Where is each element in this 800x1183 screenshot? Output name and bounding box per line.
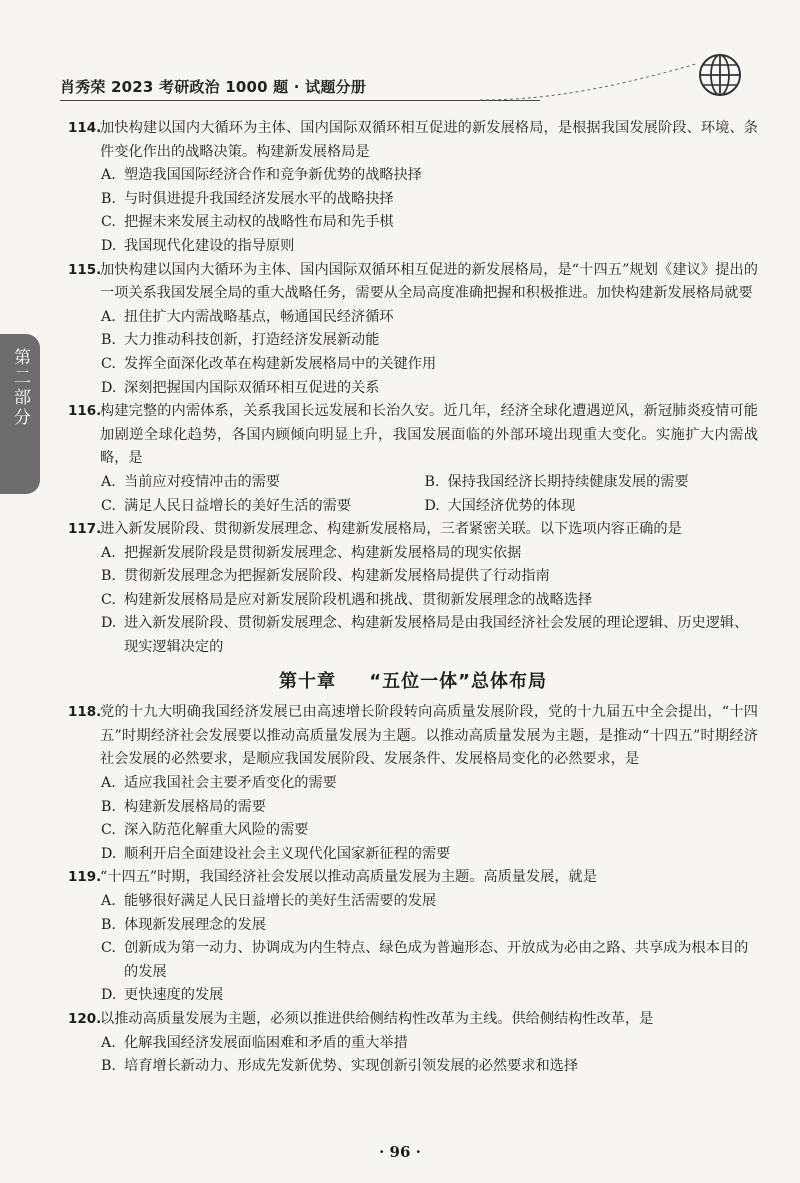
- option-text: 深入防范化解重大风险的需要: [124, 822, 309, 839]
- option: [68, 211, 758, 235]
- question-item: [68, 117, 758, 259]
- question-stem: [68, 866, 758, 890]
- question-text: 加快构建以国内大循环为主体、国内国际双循环相互促进的新发展格局，是“十四五”规划《建议》提出的一项关系我国发展全局的重大战略任务，需要从全局高度准确把握和积极推进。加快构建新发展格局就要: [100, 261, 758, 302]
- option: [68, 329, 758, 353]
- question-text: 党的十九大明确我国经济发展已由高速增长阶段转向高质量发展阶段，党的十九届五中全会提出，“十四五”时期经济社会发展要以推动高质量发展为主题。以推动高质量发展为主题，是推动“十四五”时期经济社会发展的必然要求，是顺应我国发展阶段、发展条件、发展格局变化的必然要求，是: [100, 704, 758, 768]
- question-number: 120.: [68, 1010, 102, 1027]
- option-letter: B.: [101, 798, 116, 815]
- option-letter: B.: [101, 568, 116, 585]
- option-text: 构建新发展格局是应对新发展阶段机遇和挑战、贯彻新发展理念的战略选择: [124, 591, 593, 608]
- option: [68, 890, 758, 914]
- option-row: [68, 471, 758, 495]
- option-row: [68, 495, 758, 519]
- option: [68, 772, 758, 796]
- page-number: · 96 ·: [379, 1143, 421, 1161]
- question-116: [68, 400, 758, 518]
- option-text: 深刻把握国内国际双循环相互促进的关系: [124, 379, 380, 396]
- option-letter: A.: [101, 1034, 116, 1051]
- questions-block-1: [68, 117, 758, 400]
- option-text: 进入新发展阶段、贯彻新发展理念、构建新发展格局是由我国经济社会发展的理论逻辑、历史逻辑、现实逻辑决定的: [124, 615, 749, 656]
- option-letter: C.: [101, 822, 116, 839]
- option-text: 大力推动科技创新，打造经济发展新动能: [124, 332, 380, 349]
- option: [391, 471, 758, 495]
- option-text: 把握未来发展主动权的战略性布局和先手棋: [124, 214, 394, 231]
- header-dashed-curve: [478, 62, 698, 102]
- option-text: 满足人民日益增长的美好生活的需要: [124, 497, 352, 514]
- option: [68, 914, 758, 938]
- question-item: [68, 1008, 758, 1079]
- option-letter: A.: [101, 775, 116, 792]
- option-letter: B.: [101, 190, 116, 207]
- option: [68, 495, 391, 519]
- question-number: 114.: [68, 120, 102, 136]
- option-letter: C.: [101, 355, 116, 372]
- option-text: 当前应对疫情冲击的需要: [124, 473, 281, 490]
- question-item: [68, 701, 758, 866]
- option-text: 与时俱进提升我国经济发展水平的战略抉择: [124, 190, 394, 207]
- question-stem: [68, 701, 758, 772]
- option-text: 贯彻新发展理念为把握新发展阶段、构建新发展格局提供了行动指南: [124, 568, 550, 585]
- option-text: 体现新发展理念的发展: [124, 916, 266, 933]
- question-text: 以推动高质量发展为主题，必须以推进供给侧结构性改革为主线。供给侧结构性改革，是: [100, 1010, 654, 1027]
- option-letter: A.: [101, 473, 116, 490]
- option-text: 化解我国经济发展面临困难和矛盾的重大举措: [124, 1034, 408, 1051]
- option: [68, 612, 758, 659]
- option-letter: C.: [101, 940, 116, 957]
- book-title: 肖秀荣 2023 考研政治 1000 题 · 试题分册: [60, 78, 366, 96]
- option-text: 把握新发展阶段是贯彻新发展理念、构建新发展格局的现实依据: [124, 544, 522, 561]
- question-item: [68, 259, 758, 401]
- option-letter: A.: [101, 167, 116, 184]
- option-letter: D.: [101, 987, 117, 1004]
- option-text: 构建新发展格局的需要: [124, 798, 266, 815]
- option-text: 顺利开启全面建设社会主义现代化国家新征程的需要: [124, 845, 451, 862]
- option-letter: D.: [424, 497, 440, 514]
- option: [68, 235, 758, 259]
- option-text: 能够很好满足人民日益增长的美好生活需要的发展: [124, 893, 437, 909]
- side-tab-label: 第二部分: [10, 348, 30, 428]
- option: [68, 843, 758, 867]
- option: [68, 471, 391, 495]
- option-text: 培育增长新动力、形成先发新优势、实现创新引领发展的必然要求和选择: [124, 1058, 579, 1075]
- option-letter: D.: [101, 237, 117, 254]
- option-text: 更快速度的发展: [124, 987, 224, 1004]
- question-text: 加快构建以国内大循环为主体、国内国际双循环相互促进的新发展格局，是根据我国发展阶段、环境、条件变化作出的战略决策。构建新发展格局是: [100, 120, 758, 160]
- option-letter: A.: [101, 544, 116, 561]
- question-number: 117.: [68, 521, 102, 538]
- option-text: 保持我国经济长期持续健康发展的需要: [447, 473, 689, 490]
- option-letter: C.: [101, 214, 116, 231]
- option: [68, 984, 758, 1008]
- option: [68, 1055, 758, 1079]
- option-letter: B.: [424, 473, 440, 490]
- section-side-tab: [0, 334, 40, 494]
- chapter-heading: [68, 670, 758, 694]
- question-item: [68, 866, 758, 1008]
- option: [68, 542, 758, 566]
- question-content: [68, 117, 758, 1079]
- option-letter: B.: [101, 916, 116, 933]
- option-text: 塑造我国国际经济合作和竞争新优势的战略抉择: [124, 167, 422, 184]
- option: [68, 796, 758, 820]
- question-stem: [68, 1008, 758, 1032]
- question-number: 119.: [68, 869, 102, 886]
- question-stem: [68, 117, 758, 164]
- question-117: [68, 518, 758, 660]
- option: [68, 164, 758, 188]
- questions-block-2: [68, 701, 758, 1079]
- option-letter: C.: [101, 591, 116, 608]
- option: [68, 819, 758, 843]
- question-stem: [68, 518, 758, 542]
- option-letter: B.: [101, 332, 116, 349]
- option-letter: D.: [101, 845, 117, 862]
- option: [68, 306, 758, 330]
- question-stem: [68, 400, 758, 471]
- option-text: 创新成为第一动力、协调成为内生特点、绿色成为普遍形态、开放成为必由之路、共享成为根本目的的发展: [124, 940, 749, 980]
- option-letter: A.: [101, 308, 116, 325]
- option: [391, 495, 758, 519]
- question-number: 115.: [68, 261, 102, 278]
- question-text: “十四五”时期，我国经济社会发展以推动高质量发展为主题。高质量发展，就是: [100, 869, 597, 886]
- option: [68, 377, 758, 401]
- question-stem: [68, 259, 758, 306]
- option: [68, 188, 758, 212]
- option-letter: C.: [101, 497, 116, 514]
- question-text: 构建完整的内需体系，关系我国长远发展和长治久安。近几年，经济全球化遭遇逆风，新冠肺炎疫情可能加剧逆全球化趋势，各国内顾倾向明显上升，我国发展面临的外部环境出现重大变化。实施扩大内需战略，是: [100, 403, 758, 467]
- option: [68, 589, 758, 613]
- option-text: 大国经济优势的体现: [447, 497, 576, 514]
- chapter-title: “五位一体”总体布局: [369, 670, 547, 692]
- header-rule: [60, 100, 540, 101]
- question-text: 进入新发展阶段、贯彻新发展理念、构建新发展格局，三者紧密关联。以下选项内容正确的是: [100, 521, 682, 538]
- option-text: 扭住扩大内需战略基点，畅通国民经济循环: [124, 308, 394, 325]
- option-text: 我国现代化建设的指导原则: [124, 237, 295, 254]
- option-text: 发挥全面深化改革在构建新发展格局中的关键作用: [124, 355, 437, 372]
- chapter-number: 第十章: [279, 670, 337, 692]
- option-letter: A.: [101, 893, 116, 909]
- option-letter: D.: [101, 615, 117, 632]
- question-number: 118.: [68, 704, 102, 721]
- option-text: 适应我国社会主要矛盾变化的需要: [124, 775, 337, 792]
- option-letter: D.: [101, 379, 117, 396]
- option: [68, 353, 758, 377]
- question-number: 116.: [68, 403, 102, 420]
- option-letter: B.: [101, 1058, 116, 1075]
- globe-icon: [697, 52, 743, 98]
- option: [68, 1032, 758, 1056]
- option: [68, 565, 758, 589]
- option: [68, 937, 758, 984]
